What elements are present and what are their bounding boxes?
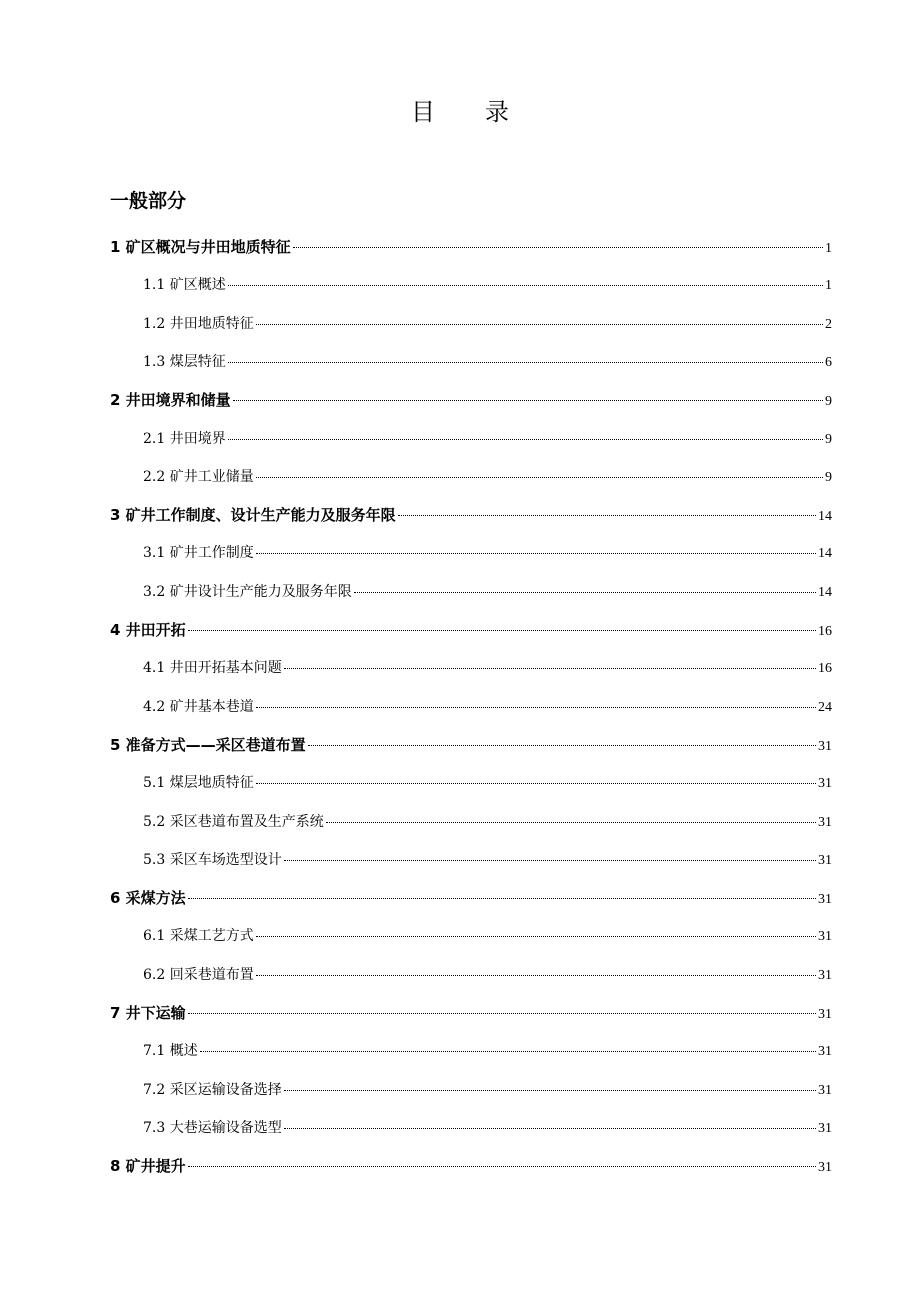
dot-leader — [188, 1165, 816, 1167]
toc-entry-label: 4.2 矿井基本巷道 — [143, 699, 254, 715]
toc-subsection-entry[interactable] — [143, 462, 832, 492]
toc-entry-page-number: 31 — [818, 1044, 832, 1059]
toc-subsection-entry[interactable] — [143, 653, 832, 683]
toc-entry-page-number: 31 — [818, 1121, 832, 1136]
toc-subsection-entry[interactable] — [143, 960, 832, 990]
toc-entry-label: 1.3 煤层特征 — [143, 354, 226, 370]
toc-entry-label: 4.1 井田开拓基本问题 — [143, 660, 282, 676]
toc-chapter-entry[interactable] — [110, 500, 832, 530]
dot-leader — [284, 1127, 816, 1129]
toc-subsection-entry[interactable] — [143, 538, 832, 568]
dot-leader — [256, 323, 823, 325]
toc-chapter-entry[interactable] — [110, 730, 832, 760]
toc-entry-page-number: 24 — [818, 700, 832, 715]
toc-entry-page-number: 9 — [825, 394, 832, 409]
toc-chapter-entry[interactable] — [110, 385, 832, 415]
toc-entry-label: 1.1 矿区概述 — [143, 277, 226, 293]
toc-entry-page-number: 31 — [818, 739, 832, 754]
toc-entry-page-number: 1 — [825, 278, 832, 293]
toc-entry-page-number: 31 — [818, 892, 832, 907]
dot-leader — [308, 744, 816, 746]
toc-entry-page-number: 31 — [818, 776, 832, 791]
page-title — [0, 92, 920, 127]
dot-leader — [398, 514, 816, 516]
toc-entry-label: 6.1 采煤工艺方式 — [143, 928, 254, 944]
dot-leader — [233, 399, 823, 401]
title-char-lu: 录 — [485, 98, 509, 126]
toc-entry-label: 4 井田开拓 — [110, 621, 186, 639]
toc-entry-page-number: 16 — [818, 661, 832, 676]
toc-chapter-entry[interactable] — [110, 232, 832, 262]
toc-entry-label: 6 采煤方法 — [110, 889, 186, 907]
dot-leader — [228, 438, 823, 440]
toc-entry-page-number: 14 — [818, 585, 832, 600]
toc-entry-label: 2 井田境界和储量 — [110, 391, 231, 409]
toc-entry-page-number: 6 — [825, 355, 832, 370]
dot-leader — [256, 552, 816, 554]
dot-leader — [256, 782, 816, 784]
toc-entry-label: 3.1 矿井工作制度 — [143, 545, 254, 561]
toc-subsection-entry[interactable] — [143, 807, 832, 837]
toc-entry-page-number: 2 — [825, 317, 832, 332]
toc-entry-label: 6.2 回采巷道布置 — [143, 967, 254, 983]
toc-subsection-entry[interactable] — [143, 424, 832, 454]
dot-leader — [188, 629, 816, 631]
toc-entry-label: 7.1 概述 — [143, 1043, 198, 1059]
dot-leader — [256, 935, 816, 937]
toc-entry-label: 7.3 大巷运输设备选型 — [143, 1120, 282, 1136]
toc-chapter-entry[interactable] — [110, 1151, 832, 1181]
dot-leader — [326, 821, 816, 823]
section-heading: 一般部分 — [110, 190, 187, 212]
dot-leader — [293, 246, 823, 248]
toc-entry-label: 8 矿井提升 — [110, 1157, 186, 1175]
toc-subsection-entry[interactable] — [143, 1075, 832, 1105]
toc-entry-label: 3.2 矿井设计生产能力及服务年限 — [143, 584, 352, 600]
dot-leader — [354, 591, 816, 593]
toc-entry-label: 1 矿区概况与井田地质特征 — [110, 238, 291, 256]
toc-subsection-entry[interactable] — [143, 768, 832, 798]
toc-entry-label: 1.2 井田地质特征 — [143, 316, 254, 332]
dot-leader — [228, 361, 823, 363]
toc-subsection-entry[interactable] — [143, 270, 832, 300]
dot-leader — [284, 859, 816, 861]
dot-leader — [200, 1050, 816, 1052]
dot-leader — [188, 897, 816, 899]
toc-entry-page-number: 31 — [818, 968, 832, 983]
toc-entry-label: 7.2 采区运输设备选择 — [143, 1082, 282, 1098]
dot-leader — [256, 476, 823, 478]
toc-subsection-entry[interactable] — [143, 309, 832, 339]
dot-leader — [188, 1012, 816, 1014]
toc-chapter-entry[interactable] — [110, 615, 832, 645]
toc-entry-label: 5.1 煤层地质特征 — [143, 775, 254, 791]
toc-entry-label: 5.3 采区车场选型设计 — [143, 852, 282, 868]
toc-entry-page-number: 31 — [818, 1160, 832, 1175]
toc-subsection-entry[interactable] — [143, 845, 832, 875]
title-char-mu: 目 — [411, 98, 435, 126]
toc-subsection-entry[interactable] — [143, 577, 832, 607]
dot-leader — [256, 974, 816, 976]
toc-entry-label: 5 准备方式——采区巷道布置 — [110, 736, 306, 754]
toc-entry-page-number: 9 — [825, 432, 832, 447]
toc-subsection-entry[interactable] — [143, 692, 832, 722]
toc-subsection-entry[interactable] — [143, 1113, 832, 1143]
toc-entry-label: 5.2 采区巷道布置及生产系统 — [143, 814, 324, 830]
toc-entry-page-number: 1 — [825, 241, 832, 256]
toc-chapter-entry[interactable] — [110, 998, 832, 1028]
dot-leader — [284, 667, 816, 669]
toc-entry-label: 7 井下运输 — [110, 1004, 186, 1022]
toc-subsection-entry[interactable] — [143, 921, 832, 951]
toc-entry-label: 2.2 矿井工业储量 — [143, 469, 254, 485]
toc-entry-page-number: 31 — [818, 1083, 832, 1098]
toc-chapter-entry[interactable] — [110, 883, 832, 913]
dot-leader — [256, 706, 816, 708]
toc-entry-page-number: 31 — [818, 1007, 832, 1022]
toc-entry-label: 2.1 井田境界 — [143, 431, 226, 447]
toc-subsection-entry[interactable] — [143, 1036, 832, 1066]
toc-entry-page-number: 9 — [825, 470, 832, 485]
dot-leader — [228, 284, 823, 286]
toc-entry-page-number: 31 — [818, 853, 832, 868]
toc-entry-label: 3 矿井工作制度、设计生产能力及服务年限 — [110, 506, 396, 524]
toc-entry-page-number: 31 — [818, 815, 832, 830]
toc-entry-page-number: 14 — [818, 546, 832, 561]
toc-entry-page-number: 14 — [818, 509, 832, 524]
dot-leader — [284, 1089, 816, 1091]
toc-entry-page-number: 16 — [818, 624, 832, 639]
toc-entry-page-number: 31 — [818, 929, 832, 944]
toc-subsection-entry[interactable] — [143, 347, 832, 377]
